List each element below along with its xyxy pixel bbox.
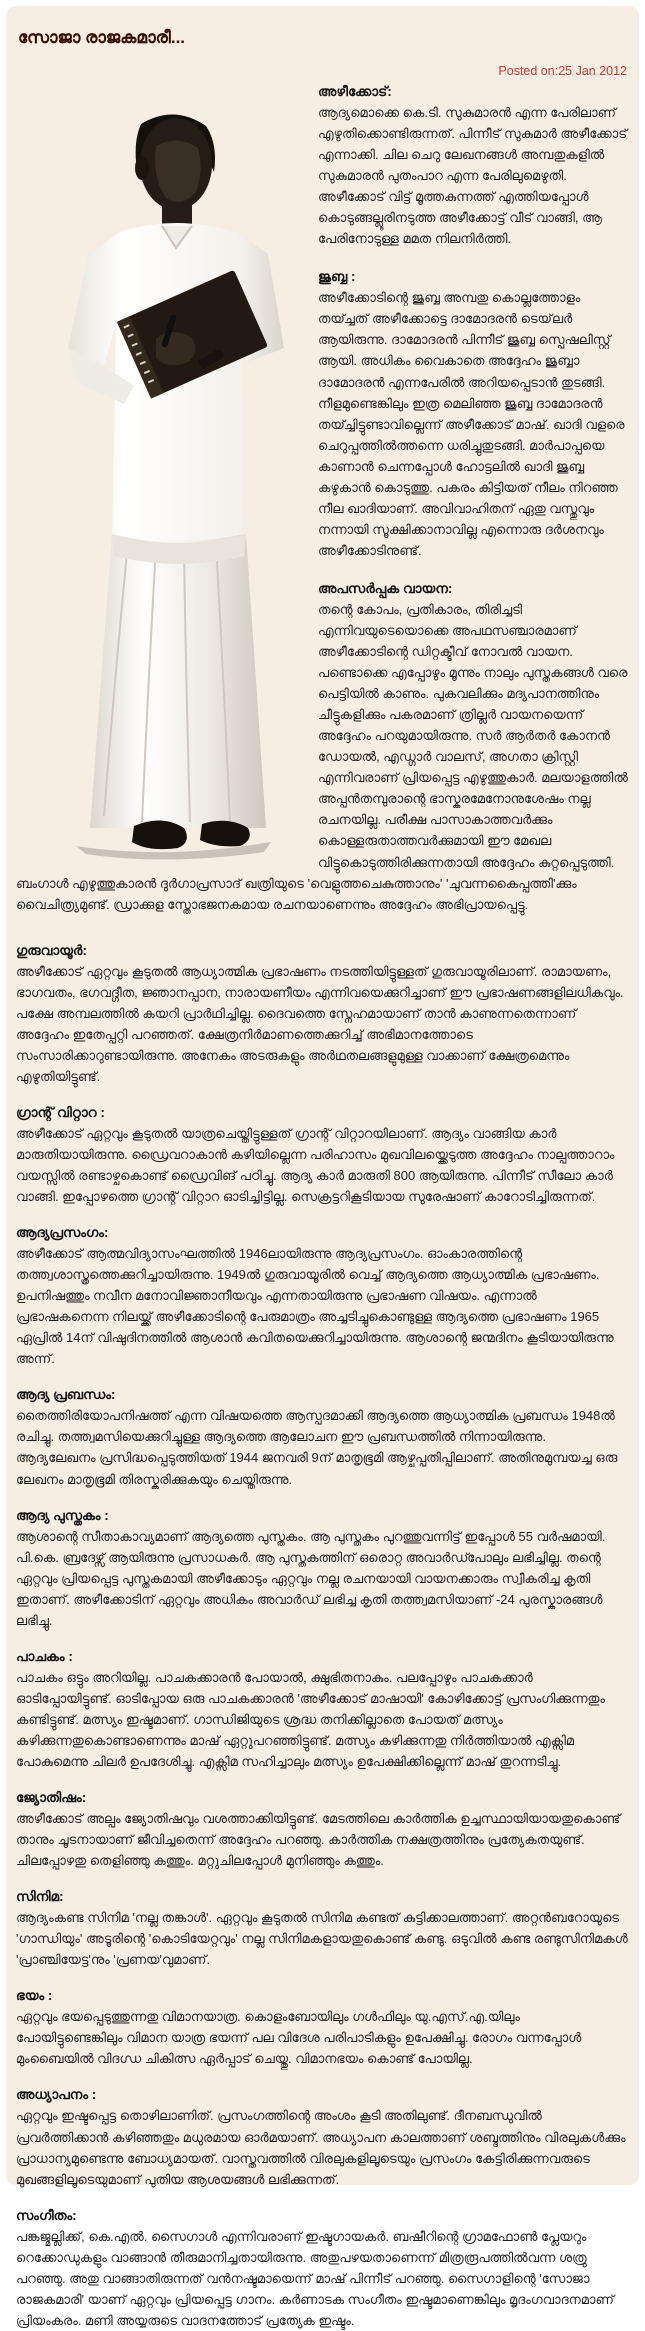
portrait-photo [16, 86, 308, 864]
section-heading: ഗ്രാന്റ് വിറ്റാറ : [16, 1104, 105, 1120]
section-body: അഴീക്കോട് അല്പം ജ്യോതിഷവും വശത്താക്കിയിട്ടുണ്ട്. മേടത്തിലെ കാർത്തിക ഉച്ചസ്ഥായിയായതുകൊണ്ട് താനും ചൂടനായാണ് ജീവിച്ചതെന്ന് അദ്ദേഹം പറഞ്ഞു. കാർത്തിക നക്ഷത്രത്തിനും പ്രത്യേകതയുണ്ട്. ചിലപ്പോഴതു തെളിഞ്ഞു കത്തും. മറ്റുചിലപ്പോൾ മുനിഞ്ഞും കത്തും. [16, 1811, 621, 1869]
section-body: പങ്കജ്മല്ലിക്ക്, കെ.എൽ. സൈഗാൾ എന്നിവരാണ് ഇഷ്ടഗായകർ. ബഷീറിന്റെ ഗ്രാമഫോൺ പ്ലേയറും റെക്കോഡുകളും വാങ്ങാൻ തീരുമാനിച്ചതായിരുന്നു. അതുപഴയതാണെന്ന് മിത്രരൂപത്തിൽവന്ന ശത്രു പറഞ്ഞു. അതു വാങ്ങാതിരുന്നത് വൻനഷ്ടമായെന്ന് മാഷ് പിന്നീട് പറഞ്ഞു. സൈഗാളിന്റെ 'സോജാ രാജകമാരി' യാണ് ഏറ്റവും പ്രിയപ്പെട്ട ഗാനം. കർണാടക സംഗീതം ഇഷ്ടമാണെങ്കിലും മൃദംഗവാദനമാണ് പ്രിയംകരം. മണി അയ്യരുടെ വാദനത്തോട് പ്രത്യേക ഇഷ്ടം. [16, 2228, 614, 2328]
section-heading: ജുബ്ബ : [318, 269, 356, 285]
section-body: ആദ്യംകണ്ട സിനിമ 'നല്ല തങ്കാൾ'. ഏറ്റവും കൂടുതൽ സിനിമ കണ്ടത് കുട്ടിക്കാലത്താണ്. അറ്റൻബറോയുടെ 'ഗാന്ധിയും' അടൂരിന്റെ 'കൊടിയേറ്റവും' നല്ല സിനിമകളായതുകൊണ്ട് കണ്ടു. ഒടുവിൽ കണ്ട രണ്ടുസിനിമകൾ 'പ്രാഞ്ചിയേട്ട'നും 'പ്രണയ'വുമാണ്. [16, 1910, 628, 1968]
posted-on-date: Posted on:25 Jan 2012 [498, 64, 627, 78]
section-heading: ആദ്യപ്രസംഗം: [16, 1225, 109, 1241]
section-body: അഴീക്കോട് ഏറ്റവും കൂടുതൽ ആധ്യാത്മിക പ്രഭാഷണം നടത്തിയിട്ടുള്ളത് ഗുരുവായൂരിലാണ്. രാമായണം, ഭാഗവതം, ഭഗവദ്ഗീത, ജ്ഞാനപ്പാന, നാരായണീയം എന്നിവയെക്കുറിച്ചാണ് ഈ പ്രഭാഷണങ്ങളിലധികവും. പക്ഷേ അമ്പലത്തിൽ കയറി പ്രാർഥിച്ചില്ല. ദൈവത്തെ സ്നേഹമായാണ് താൻ കാണുന്നതെന്നാണ് അദ്ദേഹം ഇതേപ്പറ്റി പറഞ്ഞത്. ക്ഷേത്രനിർമാണത്തെക്കുറിച്ച് അഭിമാനത്തോടെ സംസാരിക്കാറുണ്ടായിരുന്നു. അനേകം അടരുകളും അർഥതലങ്ങളുമുള്ള വാക്കാണ് ക്ഷേത്രമെന്നും എഴുതിയിട്ടുണ്ട്. [16, 963, 624, 1084]
page-title: സോജാ രാജകമാരീ... [18, 28, 186, 47]
section-teaching [16, 2087, 629, 2189]
section-heading: ആദ്യ പുസ്തകം : [16, 1507, 109, 1523]
section-body: ആദ്യമൊക്കെ കെ.ടി. സുകുമാരൻ എന്ന പേരിലാണ് എഴുതിക്കൊണ്ടിരുന്നത്. പിന്നീട് സുകുമാർ അഴീക്കോട് എന്നാക്കി. ചില ചെറു ലേഖനങ്ങൾ അമ്പതുകളിൽ സുകുമാരൻ പുതംപാറ എന്ന പേരിലുമെഴുതി. അഴീക്കോട് വിട്ട് മൂത്തകുന്നത്ത് എത്തിയപ്പോൾ കൊടുങ്ങല്ലൂരിനടുത്ത അഴീക്കോട്ട് വീട് വാങ്ങി, ആ പേരിനോടുള്ള മമത നിലനിർത്തി. [318, 105, 628, 247]
section-body: ഏറ്റവും ഭയപ്പെടുത്തുന്നതു വിമാനയാത്ര. കൊളംബോയിലും ഗൾഫിലും യു.എസ്.എ.യിലും പോയിട്ടുണ്ടെങ്കിലും വിമാന യാത്ര ഭയന്ന് പല വിദേശ പരിപാടികളും ഉപേക്ഷിച്ചു. രോഗം വന്നപ്പോൾ മുംബൈയിൽ വിദഗ്ധ ചികിത്സ ഏർപ്പാട് ചെയ്തു. വിമാനഭയം കൊണ്ട് പോയില്ല. [16, 2009, 582, 2067]
section-first-speech [16, 1225, 629, 1369]
section-grand-vitara [16, 1105, 629, 1207]
section-heading: അധ്യാപനം : [16, 2087, 97, 2103]
section-body: ഏറ്റവും ഇഷ്ടപ്പെട്ട തൊഴിലാണിത്. പ്രസംഗത്തിന്റെ അംശം കൂടി അതിലുണ്ട്. ദീനബന്ധുവിൽ പ്രവർത്തിക്കാൻ കഴിഞ്ഞതും മധുരമായ ഓർമയാണ്. അധ്യാപന കാലത്താണ് ശബ്ദത്തിനും വിരലുകൾക്കും പ്രാധാന്യമുണ്ടെന്നു ബോധ്യമായത്. വാസ്തവത്തിൽ വിരലുകളിലൂടെയും പ്രസംഗം കേട്ടിരിക്കുന്നവരുടെ മുഖങ്ങളിലൂടെയുമാണ് പുതിയ ആശയങ്ങൾ ലഭിക്കുന്നത്. [16, 2108, 626, 2187]
section-body: തന്റെ കോപം, പ്രതികാരം, തിരിച്ചടി എന്നിവയുടെയൊക്കെ അപഥസഞ്ചാരമാണ് അഴീക്കോടിന്റെ ഡിറ്റക്ടീവ് നോവൽ വായന. പണ്ടൊക്കെ എപ്പോഴും മൂന്നും നാലും പുസ്തകങ്ങൾ വരെ പെട്ടിയിൽ കാണും. പുകവലിക്കും മദ്യപാനത്തിനും ചീട്ടുകളിക്കും പകരമാണ് ത്രില്ലർ വായനയെന്ന് അദ്ദേഹം പറയുമായിരുന്നു. സർ ആർതർ കോനൻ ഡോയൽ, എഡ്ഗാർ വാലസ്, അഗതാ ക്രിസ്റ്റി എന്നിവരാണ് പ്രിയപ്പെട്ട എഴുത്തുകാർ. മലയാളത്തിൽ അപ്പൻതമ്പുരാന്റെ ഭാസ്കരമേനോനുശേഷം നല്ല രചനയില്ല. പരീക്ഷ പാസാകാത്തവർക്കും കൊള്ളരുതാത്തവർക്കുമായി ഈ മേഖല വിട്ടുകൊടുത്തിരിക്കുന്നതായി അദ്ദേഹം കുറ്റപ്പെടുത്തി. ബംഗാൾ എഴുത്തുകാരൻ ദുർഗാപ്രസാദ് ഖത്രിയുടെ 'വെളുത്തചെകുത്താനും' 'ചുവന്നകൈപ്പത്തി'ക്കും വൈചിത്ര്യമുണ്ട്. ഡ്രാക്കുള സ്തോഭജനകമായ രചനയാണെന്നും അദ്ദേഹം അഭിപ്രായപ്പെട്ടു. [16, 601, 628, 912]
section-first-essay [16, 1387, 629, 1489]
section-body: അഴീക്കോട് ആത്മവിദ്യാസംഘത്തിൽ 1946ലായിരുന്നു ആദ്യപ്രസംഗം. ഓംകാരത്തിന്റെ തത്ത്വശാസ്ത്രത്തെക്കുറിച്ചായിരുന്നു. 1949ൽ ഗുരുവായൂരിൽ വെച്ച് ആദ്യത്തെ ആധ്യാത്മിക പ്രഭാഷണം. ഉപനിഷത്തും നവീന മനോവിജ്ഞാനീയവും എന്നതായിരുന്നു പ്രഭാഷണ വിഷയം. എന്നാൽ പ്രഭാഷകനെന്ന നിലയ്ക്ക് അഴീക്കോടിന്റെ പേരുമാത്രം അച്ചടിച്ചുകൊണ്ടുള്ള ആദ്യത്തെ പ്രഭാഷണം 1965 ഏപ്രിൽ 14ന് വിഷുദിനത്തിൽ ആശാൻ കവിതയെക്കുറിച്ചായിരുന്നു. ആശാന്റെ ജന്മദിനം കൂടിയായിരുന്നു അന്ന്. [16, 1246, 614, 1367]
section-body: ആശാന്റെ സീതാകാവ്യമാണ് ആദ്യത്തെ പുസ്തകം. ആ പുസ്തകം പുറത്തുവന്നിട്ട് ഇപ്പോൾ 55 വർഷമായി. പി.കെ. ബ്രദേഴ്സ് ആയിരുന്നു പ്രസാധകർ. ആ പുസ്തകത്തിന് ഒരൊറ്റ അവാർഡ്പോലും ലഭിച്ചില്ല. തന്റെ ഏറ്റവും പ്രിയപ്പെട്ട പുസ്തകമായി അഴീക്കോടും ഏറ്റവും നല്ല രചനയായി വായനക്കാരും സ്വീകരിച്ച കൃതി ഇതാണ്. അഴീക്കോടിന് ഏറ്റവും അധികം അവാർഡ് ലഭിച്ച കൃതി തത്ത്വമസിയാണ് -24 പുരസ്കാരങ്ങൾ ലഭിച്ചു. [16, 1528, 606, 1628]
section-body: പാചകം ഒട്ടും അറിയില്ല. പാചകക്കാരൻ പോയാൽ, ക്ഷുഭിതനാകും. പലപ്പോഴും പാചകക്കാർ ഓടിപ്പോയിട്ടുണ്ട്. ഓടിപ്പോയ ഒരു പാചകക്കാരൻ 'അഴീക്കോട് മാഷായി' കോഴിക്കോട്ട് പ്രസംഗിക്കുന്നതും കണ്ടിട്ടുണ്ട്. മത്സ്യം ഇഷ്ടമാണ്. ഗാന്ധിജിയുടെ ശ്രദ്ധ തനിക്കില്ലാതെ പോയത് മത്സ്യം കഴിക്കുന്നതുകൊണ്ടാണെന്നും മാഷ് ഏറ്റുപറഞ്ഞിട്ടുണ്ട്. മത്സ്യം കഴിക്കുന്നതു നിർത്തിയാൽ എക്സിമ പോകുമെന്നു ചിലർ ഉപദേശിച്ചു. എക്സിമ സഹിച്ചാലും മത്സ്യം ഉപേക്ഷിക്കില്ലെന്ന് മാഷ് തുറന്നടിച്ചു. [16, 1669, 605, 1769]
section-heading: പാചകം : [16, 1648, 73, 1664]
section-body: അഴീക്കോട് ഏറ്റവും കൂടുതൽ യാത്രചെയ്തിട്ടുള്ളത് ഗ്രാന്റ് വിറ്റാറയിലാണ്. ആദ്യം വാങ്ങിയ കാർ മാരുതിയായിരുന്നു. ഡ്രൈവറാകാൻ കഴിയില്ലെന്ന പരിഹാസം മുഖവിലയ്ക്കെടുത്ത അദ്ദേഹം നാല്പത്താറാം വയസ്സിൽ രണ്ടാഴ്ചകൊണ്ട് ഡ്രൈവിങ് പഠിച്ചു. ആദ്യ കാർ മാരുതി 800 ആയിരുന്നു. പിന്നീട് സീലോ കാർ വാങ്ങി. ഇപ്പോഴത്തെ ഗ്രാന്റ് വിറ്റാറ ഓടിച്ചിട്ടില്ല. സെക്രട്ടറികൂടിയായ സുരേഷാണ് കാറോടിച്ചിരുന്നത്. [16, 1125, 615, 1205]
section-body: അഴീക്കോടിന്റെ ജുബ്ബ അമ്പതു കൊല്ലത്തോളം തയ്ച്ചത് അഴീക്കോട്ടെ ദാമോദരൻ ടെയ്‌ലർ ആയിരുന്നു. ദാമോദരൻ പിന്നീട് ജുബ്ബ സ്പെഷലിസ്റ്റ് ആയി. അധികം വൈകാതെ അദ്ദേഹം ജുബ്ബാ ദാമോദരൻ എന്നപേരിൽ അറിയപ്പെടാൻ തുടങ്ങി. നീളമുണ്ടെങ്കിലും ഇത്ര മെലിഞ്ഞ ജുബ്ബ ദാമോദരൻ തയ്ച്ചിട്ടുണ്ടാവില്ലെന്ന് അഴീക്കോട് മാഷ്. ഖാദി വളരെ ചെറുപ്പത്തിൽത്തന്നെ ധരിച്ചുതുടങ്ങി. മാർപാപ്പയെ കാണാൻ ചെന്നപ്പോൾ ഹോട്ടലിൽ ഖാദി ജുബ്ബ കഴുകാൻ കൊടുത്തു. പകരം കിട്ടിയത് നീലം നിറഞ്ഞ നീല ഖാദിയാണ്. അവിവാഹിതന് ഏതു വസ്തുവും നന്നായി സൂക്ഷിക്കാനാവില്ല എന്നൊരു ദർശനവും അഴീക്കോടിനുണ്ട്. [318, 290, 625, 558]
article-page [6, 6, 639, 2328]
section-astrology [16, 1790, 629, 1871]
section-body: തൈത്തിരിയോപനിഷത്ത് എന്ന വിഷയത്തെ ആസ്പദമാക്കി ആദ്യത്തെ ആധ്യാത്മിക പ്രബന്ധം 1948ൽ രചിച്ചു. തത്ത്വമസിയെക്കുറിച്ചുള്ള ആദ്യത്തെ ആലോചന ഈ പ്രബന്ധത്തിൽ നിന്നായിരുന്നു. ആദ്യലേഖനം പ്രസിദ്ധപ്പെടുത്തിയത് 1944 ജനവരി 9ന് മാതൃഭൂമി ആഴ്ചപ്പതിപ്പിലാണ്. അതിനുമുമ്പയച്ച ഒരു ലേഖനം മാതൃഭൂമി തിരസ്കരിക്കുകയും ചെയ്തിരുന്നു. [16, 1408, 618, 1487]
section-music [16, 2208, 629, 2331]
section-heading: സംഗീതം: [16, 2207, 77, 2223]
section-fear [16, 1988, 629, 2069]
section-cinema [16, 1889, 629, 1970]
article-content [16, 84, 629, 2331]
section-heading: ഭയം : [16, 1988, 53, 2004]
section-heading: സിനിമ: [16, 1889, 64, 1905]
section-first-book [16, 1508, 629, 1631]
section-cooking [16, 1649, 629, 1772]
section-heading: ജ്യോതിഷം: [16, 1790, 87, 1806]
section-heading: ആദ്യ പ്രബന്ധം: [16, 1387, 116, 1403]
section-heading: ഗുരുവായൂർ: [16, 942, 87, 958]
portrait-photo-illustration [16, 86, 308, 864]
full-width-sections [16, 935, 629, 2331]
section-heading: അപസർപ്പക വായന: [318, 580, 453, 596]
section-guruvayur [16, 943, 629, 1087]
section-heading: അഴീക്കോട്: [318, 84, 392, 99]
